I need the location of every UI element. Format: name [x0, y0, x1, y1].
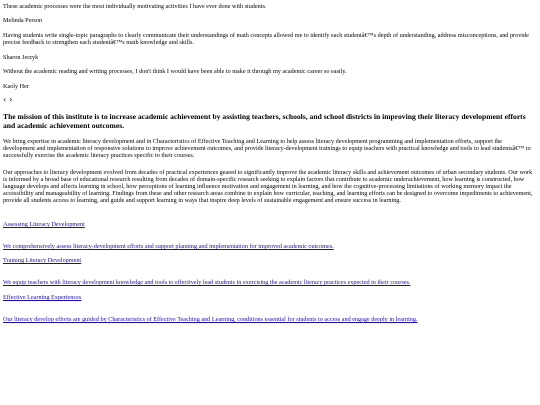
mission-statement: The mission of this institute is to increase academic achievement by assisting teachers, schools, and school districts in improving their literacy development efforts and academic achievement outcomes.: [3, 112, 526, 130]
chevron-right-icon[interactable]: ›: [9, 95, 14, 104]
testimonial-author-1: Melinda Person: [3, 17, 43, 24]
service-link-assessing[interactable]: Assessing Literacy Development: [3, 221, 85, 228]
service-link-effective-learning[interactable]: Effective Learning Experiences: [3, 294, 82, 301]
service-link-training[interactable]: Training Literacy Development: [3, 257, 82, 264]
testimonial-quote-3: Without the academic reading and writing processes, I don't think I would have been able to make it through my academic career so easily.: [3, 68, 347, 75]
testimonial-author-3: Kaoly Her: [3, 83, 29, 90]
service-description-training[interactable]: We equip teachers with literacy development knowledge and tools to effectively lead students in exercising the academic literacy practices expected in their courses.: [3, 279, 411, 286]
testimonial-author-2: Sharon Jerzyk: [3, 54, 39, 61]
carousel-controls: [3, 96, 534, 104]
approach-paragraph: Our approaches to literacy development evolved from decades of practical experiences geared to significantly improve the academic literacy skills and achievement outcomes of urban secondary students. Our work is informed by a broad base of educational research resulting from decades of domain-specific research seeking to explain factors that contribute to academic underachievement, how learning is constructed, how language develops and affects learning in school, how perceptions of learning influence motivation and engagement in learning, and how the cognitive-processing limitations of working memory impact the accessibility and manageability of learning. Findings from these and other research areas combine to explain how curricular, teaching, and learning efforts can be designed to overcome impediments to achievement, provide all students access to learning, and guide and support learning in ways that inspire deep levels of sustainable engagement and ensure success in learning.: [3, 169, 533, 204]
testimonial-quote-1: These academic processes were the most individually motivating activities I have ever done with students.: [3, 3, 267, 10]
service-description-effective-learning[interactable]: Our literacy develop efforts are guided by Characteristics of Effective Teaching and Learning, conditions essential for students to access and engage deeply in learning.: [3, 316, 418, 323]
intro-paragraph: We bring expertise in academic literacy development and in Characteristics of Effective Teaching and Learning to help assess literacy development programming and implementation efforts, support the development and implementation of responsive solutions to improve achievement outcomes, and provide literacy-development trainings to equip teachers with practical knowledge and tools to lead studentsâ€™ to successfully exercise the academic literacy practices specific to their courses.: [3, 138, 531, 159]
chevron-left-icon[interactable]: ‹: [3, 95, 8, 104]
testimonial-quote-2: Having students write single-topic paragraphs to clearly communicate their understandings of math concepts allowed me to identify each studentâ€™s depth of understanding, address misconceptions, and provide precise feedback to strengthen each studentâ€™s math knowledge and skills.: [3, 32, 529, 46]
service-description-assessing[interactable]: We comprehensively assess literacy-development efforts and support planning and implementation for improved academic outcomes.: [3, 243, 334, 250]
